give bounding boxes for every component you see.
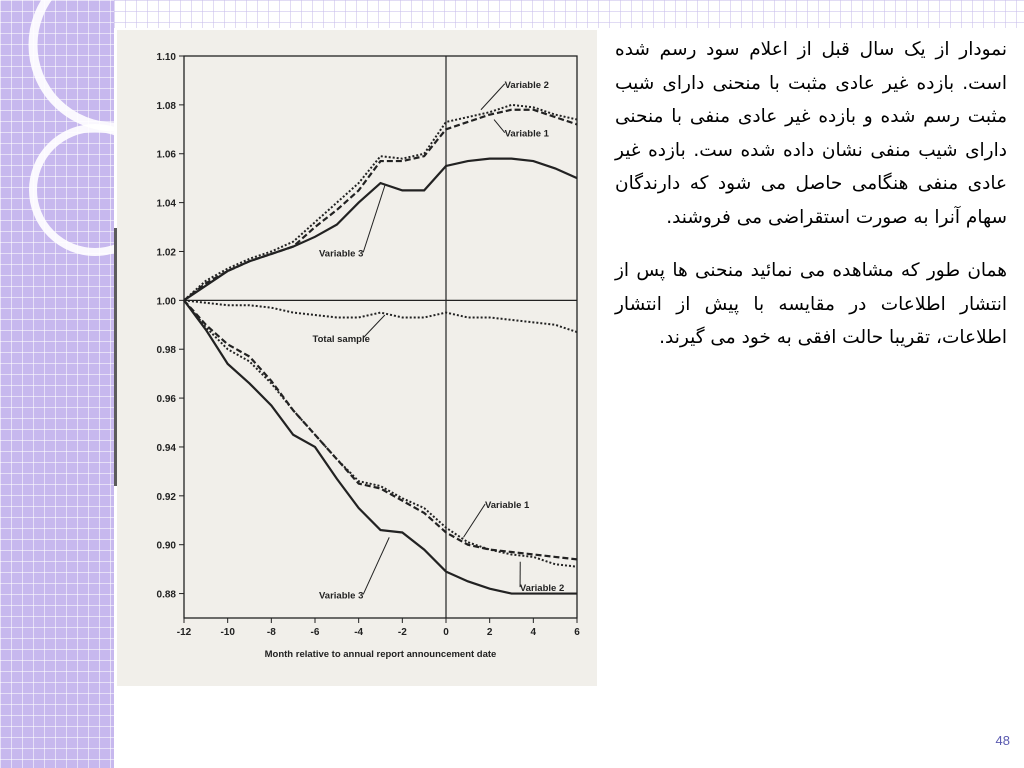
annotation-label-1: Variable 1 [504,128,549,140]
annotation-pointer-5 [363,537,389,594]
decorative-grid-strip [114,0,1024,28]
series-line-negative-variable-2 [184,300,577,566]
series-line-negative-variable-1 [184,300,577,559]
x-tick-label-9: 6 [574,627,580,638]
series-line-positive-variable-3 [184,159,577,301]
x-tick-label-7: 2 [486,627,493,638]
x-tick-label-8: 4 [530,627,537,638]
y-tick-label-0: 1.10 [156,52,176,63]
x-tick-label-4: -4 [354,627,364,638]
y-tick-label-3: 1.04 [156,198,176,210]
annotation-label-4: Variable 1 [484,500,530,512]
line-chart [117,30,597,686]
x-axis-title: Month relative to annual report announcement date [264,649,497,660]
y-tick-label-11: 0.88 [156,589,176,601]
paragraph-1: نمودار از یک سال قبل از اعلام سود رسم شده است. بازده غیر عادی مثبت با منحنی دارای شیب مثبت رسم شده و بازده غیر عادی منفی با منحنی دارای شیب منفی نشان داده شده ست. بازده غیر عادی منفی هنگامی حاصل می شود که دارندگان سهام آنرا به صورت استقراضی می فروشند. [615,39,1007,228]
y-tick-label-6: 0.98 [156,345,176,357]
annotation-label-0: Variable 2 [504,79,549,91]
y-tick-label-7: 0.96 [156,394,176,406]
plot-frame [184,56,577,618]
annotation-pointer-1 [494,120,505,133]
series-line-total-total-sample [184,300,577,332]
y-tick-label-2: 1.06 [156,149,176,161]
x-tick-label-2: -8 [266,627,276,638]
x-tick-label-6: 0 [443,627,449,638]
y-tick-label-10: 0.90 [156,540,176,552]
x-tick-label-1: -10 [220,627,235,638]
annotation-pointer-4 [463,504,485,537]
x-tick-label-5: -2 [397,627,407,638]
y-tick-label-8: 0.94 [156,442,176,454]
series-line-negative-variable-3 [184,300,577,593]
annotation-label-5: Variable 3 [319,590,364,602]
y-tick-label-5: 1.00 [156,296,176,308]
page-number: 48 [995,733,1010,748]
y-tick-label-1: 1.08 [156,100,176,112]
x-tick-label-3: -6 [310,627,320,638]
chart-panel [117,30,597,686]
annotation-label-6: Variable 2 [519,583,565,595]
annotation-label-2: Variable 3 [319,248,364,260]
annotation-pointer-0 [481,84,505,110]
y-tick-label-9: 0.92 [156,491,176,503]
slide-text-column [615,33,1007,375]
annotation-label-3: Total sample [312,333,370,345]
x-tick-label-0: -12 [176,627,192,638]
y-tick-label-4: 1.02 [156,247,176,259]
annotation-pointer-3 [363,315,385,338]
paragraph-2: همان طور که مشاهده می نمائید منحنی ها پس از انتشار اطلاعات در مقایسه با پیش از انتشار اطلاعات، تقریبا حالت افقی به خود می گیرند. [615,260,1007,348]
